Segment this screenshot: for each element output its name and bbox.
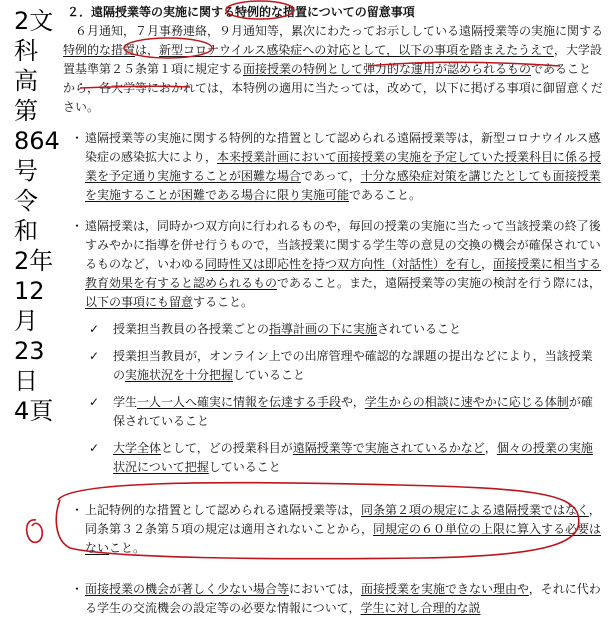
check-icon: ✓ xyxy=(89,322,100,336)
bullet-item-3: ・ 上記特例的な措置として認められる遠隔授業等は，同条第２項の規定による遠隔授業ではなく，同条第３２条第５項の規定は適用されないことから，同規定の６０単位の上限に算入する必要はないこと。 xyxy=(71,503,602,555)
bullet-item-1: ・ 遠隔授業等の実施に関する特例的な措置として認められる遠隔授業等は，新型コロナウイルス感染症の感染拡大により，本来授業計画において面接授業の実施を予定していた授業科目に係る授業を予定通り実施することが困難な場合であって，十分な感染症対策を講じたとしても面接授業を実施することが困難である場合に限り実施可能であること。 xyxy=(71,131,602,202)
check-item-1: ✓ 授業担当教員の各授業ごとの指導計画の下に実施されていること xyxy=(63,320,603,339)
bullet-item-4: ・ 面接授業の機会が著しく少ない場合等においては，面接授業を実施できない理由や，それに代わる学生の交流機会の設定等の必要な情報について，学生に対し合理的な説 xyxy=(71,582,601,615)
document-body xyxy=(63,3,603,618)
bullet-item-2: ・ 遠隔授業は，同時かつ双方向に行われるものや，毎回の授業の実施に当たって当該授業の終了後すみやかに指導を併せ行うもので，当該授業に関する学生等の意見の交換の機会が確保されているものなど，いわゆる同時性又は即応性を持つ双方向性（対話性）を有し，面接授業に相当する教育効果を有すると認められるものであること。また，遠隔授業等の実施の検討を行う際には，以下の事項にも留意すること。 xyxy=(71,219,602,309)
check-item-4: ✓ 大学全体として，どの授業科目が遠隔授業等で実施されているかなど，個々の授業の実施状況について把握していること xyxy=(89,441,593,474)
intro-paragraph: ６月通知，７月事務連絡，９月通知等，累次にわたってお示ししている遠隔授業等の実施に関する特例的な措置は，新型コロナウイルス感染症への対応として，以下の事項を踏まえたうえで，大学設置基準第２５条第１項に規定する面接授業の特例として弾力的な運用が認められるものであることから，各大学等におかれては，本特例の適用に当たっては，改めて，以下に掲げる事項に御留意ください。 xyxy=(63,24,604,114)
ink-margin-scribble xyxy=(27,520,43,543)
handwritten-margin-note: 2文 科高 第 864 号 令和 2年 12月 23日 4頁 xyxy=(14,7,60,425)
check-icon: ✓ xyxy=(89,395,100,409)
check-item-3: ✓ 学生一人一人へ確実に情報を伝達する手段や，学生からの相談に速やかに応じる体制が確保されていること xyxy=(89,395,593,428)
check-icon: ✓ xyxy=(89,441,100,455)
check-icon: ✓ xyxy=(89,349,100,363)
section-heading: ２．遠隔授業等の実施に関する特例的な措置についての留意事項 xyxy=(67,5,415,19)
check-item-2: ✓ 授業担当教員が，オンライン上での出席管理や確認的な課題の提出などにより，当該授業の実施状況を十分把握していること xyxy=(89,349,593,382)
